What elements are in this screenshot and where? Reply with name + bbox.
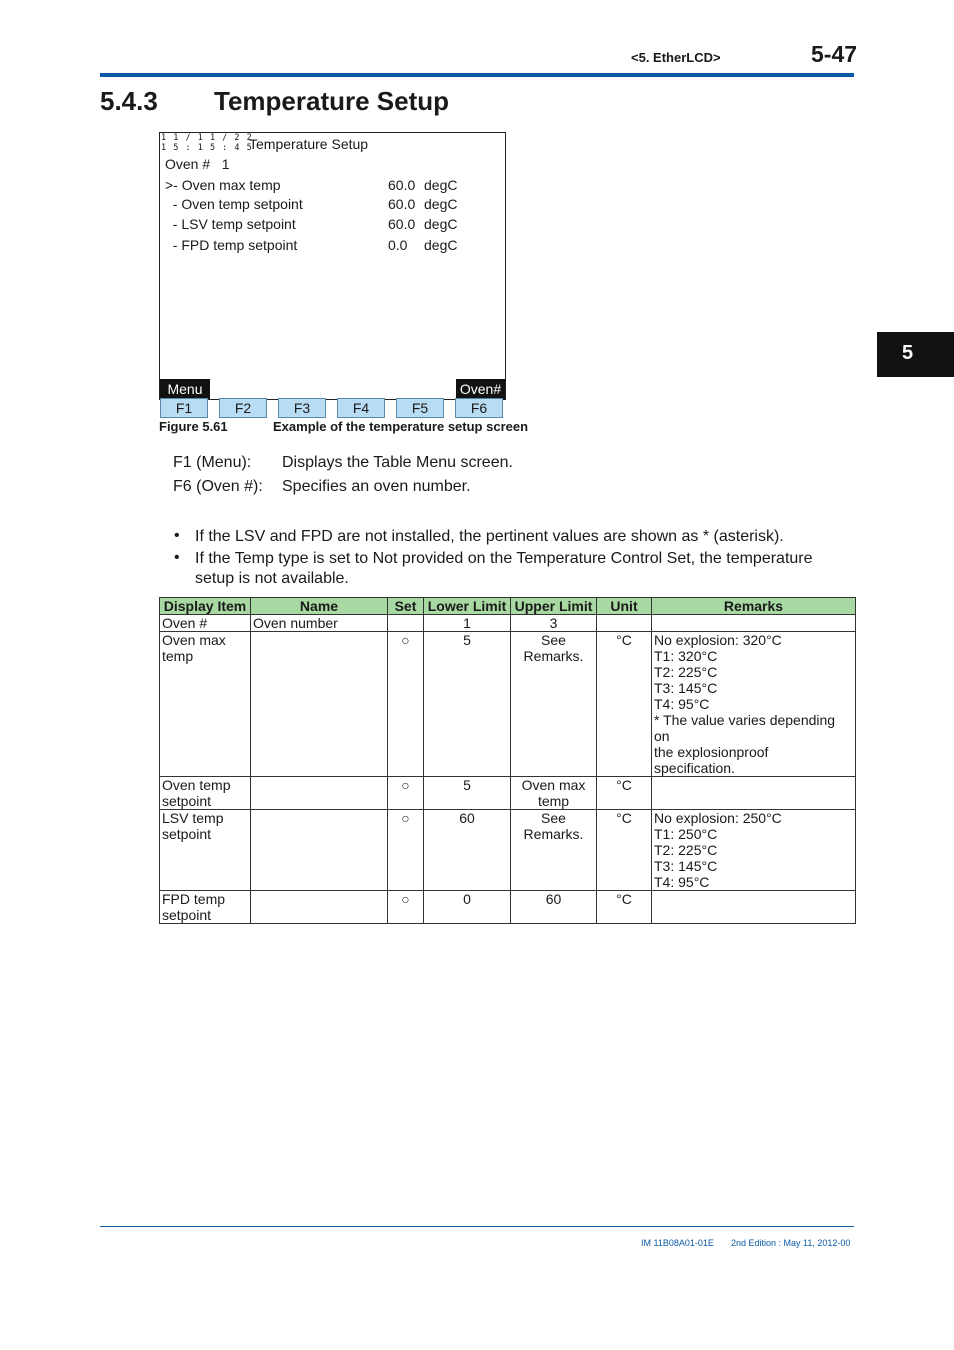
cell-line: * The value varies depending on (654, 712, 836, 744)
col-header-name: Name (251, 598, 388, 615)
cell-name (251, 777, 388, 810)
table-row (160, 891, 856, 924)
lcd-row-label: >- Oven max temp (165, 177, 281, 193)
cell-set: ○ (388, 891, 424, 924)
cell-line: setpoint (162, 793, 212, 809)
col-header-display-item: Display Item (160, 598, 251, 615)
cell-item (160, 810, 251, 891)
f4-key[interactable]: F4 (337, 398, 385, 418)
header-rule (100, 73, 854, 77)
section-number: 5.4.3 (100, 86, 158, 116)
lcd-row-unit: degC (424, 216, 458, 232)
cell-lower: 5 (424, 632, 511, 777)
table-row (160, 615, 856, 632)
cell-item (160, 891, 251, 924)
cell-line: No explosion: 320°C (654, 632, 782, 648)
table-row (160, 777, 856, 810)
cell-name: Oven number (251, 615, 388, 632)
cell-lower: 1 (424, 615, 511, 632)
desc-key-f1: F1 (Menu): (173, 454, 252, 471)
lcd-row-value: 60.0 (388, 196, 416, 212)
cell-line: the explosionproof specification. (654, 744, 769, 776)
table-header-row (160, 598, 856, 615)
cell-set: ○ (388, 777, 424, 810)
cell-unit: °C (597, 891, 652, 924)
cell-name (251, 891, 388, 924)
col-header-set: Set (388, 598, 424, 615)
lcd-oven-number: Oven # 1 (165, 156, 230, 172)
soft-key-oven[interactable]: Oven# (456, 379, 505, 399)
cell-line: T4: 95°C (654, 696, 710, 712)
lcd-date: 1 1 / 1 1 / 2 2 (161, 133, 253, 143)
f2-key[interactable]: F2 (219, 398, 267, 418)
cell-line: T3: 145°C (654, 858, 718, 874)
lcd-row-label: - LSV temp setpoint (165, 216, 296, 232)
cell-line: 3 (549, 615, 558, 631)
cell-item (160, 615, 251, 632)
cell-lower: 0 (424, 891, 511, 924)
cell-line: 60 (545, 891, 562, 907)
cell-line: See (541, 810, 566, 826)
f6-key[interactable]: F6 (455, 398, 503, 418)
cell-upper (511, 632, 597, 777)
cell-line: T1: 320°C (654, 648, 718, 664)
lcd-row-fpd-temp-setpoint[interactable] (165, 237, 458, 317)
cell-line: T4: 95°C (654, 874, 710, 890)
bullet-marker: • (174, 527, 180, 544)
cell-item (160, 632, 251, 777)
cell-set (388, 615, 424, 632)
cell-line: Oven # (162, 615, 208, 631)
header-section-label: <5. EtherLCD> (631, 50, 721, 65)
cell-line: Oven max (162, 632, 226, 648)
cell-remarks (652, 810, 856, 891)
cell-line: setpoint (162, 826, 212, 842)
cell-name (251, 810, 388, 891)
desc-key-f6: F6 (Oven #): (173, 478, 263, 495)
cell-set: ○ (388, 632, 424, 777)
col-header-upper-limit: Upper Limit (511, 598, 597, 615)
cell-line: LSV temp (162, 810, 224, 826)
lcd-row-value: 0.0 (388, 237, 408, 253)
cell-line: temp (162, 648, 194, 664)
bullet-text (195, 549, 813, 589)
lcd-row-unit: degC (424, 237, 458, 253)
f5-key[interactable]: F5 (396, 398, 444, 418)
function-key-bar (160, 398, 506, 418)
lcd-row-unit: degC (424, 196, 458, 212)
cell-line: T2: 225°C (654, 664, 718, 680)
chapter-tab-number: 5 (902, 342, 914, 364)
bullet-text (195, 527, 784, 547)
figure-caption: Example of the temperature setup screen (273, 419, 529, 434)
cell-upper (511, 615, 597, 632)
cell-line: Remarks. (523, 648, 584, 664)
cell-upper (511, 810, 597, 891)
cell-name (251, 632, 388, 777)
bullet-marker: • (174, 549, 180, 566)
cell-line: Oven max (521, 777, 586, 793)
footer-rule (100, 1226, 854, 1227)
cell-line: See (541, 632, 566, 648)
section-title: Temperature Setup (214, 86, 450, 116)
cell-upper (511, 777, 597, 810)
page-number: 5-47 (811, 41, 858, 67)
cell-remarks (652, 615, 856, 632)
cell-unit (597, 615, 652, 632)
cell-lower: 60 (424, 810, 511, 891)
soft-key-menu[interactable]: Menu (160, 379, 210, 399)
footer-doc-number: IM 11B08A01-01E (641, 1238, 714, 1248)
lcd-row-unit: degC (424, 177, 458, 193)
cell-remarks (652, 891, 856, 924)
col-header-remarks: Remarks (652, 598, 856, 615)
cell-set: ○ (388, 810, 424, 891)
lcd-row-value: 60.0 (388, 216, 416, 232)
figure-label: Figure 5.61 (159, 419, 228, 434)
col-header-unit: Unit (597, 598, 652, 615)
lcd-row-label: - Oven temp setpoint (165, 196, 303, 212)
lcd-screen (159, 132, 506, 400)
table-row (160, 632, 856, 777)
cell-line: T2: 225°C (654, 842, 718, 858)
cell-line: setpoint (162, 907, 212, 923)
cell-remarks (652, 632, 856, 777)
cell-line: FPD temp (162, 891, 226, 907)
cell-line: temp (537, 793, 570, 809)
cell-unit: °C (597, 777, 652, 810)
f1-key[interactable]: F1 (160, 398, 208, 418)
lcd-row-value: 60.0 (388, 177, 416, 193)
cell-upper (511, 891, 597, 924)
desc-text-f1: Displays the Table Menu screen. (282, 454, 513, 471)
f3-key[interactable]: F3 (278, 398, 326, 418)
lcd-datetime (161, 133, 253, 153)
col-header-lower-limit: Lower Limit (424, 598, 511, 615)
cell-line: T1: 250°C (654, 826, 718, 842)
desc-text-f6: Specifies an oven number. (282, 478, 471, 495)
cell-unit: °C (597, 810, 652, 891)
table-row (160, 810, 856, 891)
footer-edition: 2nd Edition : May 11, 2012-00 (731, 1238, 851, 1248)
cell-line: T3: 145°C (654, 680, 718, 696)
lcd-title: Temperature Setup (249, 136, 369, 152)
cell-remarks (652, 777, 856, 810)
cell-lower: 5 (424, 777, 511, 810)
temperature-setup-table (159, 597, 856, 924)
chapter-tab (877, 332, 954, 377)
cell-line: Oven temp (162, 777, 231, 793)
cell-line: No explosion: 250°C (654, 810, 782, 826)
lcd-time: 1 5 : 1 5 : 4 5 (161, 143, 253, 153)
cell-item (160, 777, 251, 810)
bullet-line: setup is not available. (195, 570, 349, 587)
cell-line: Remarks. (523, 826, 584, 842)
bullet-line: If the LSV and FPD are not installed, the pertinent values are shown as * (asterisk). (195, 528, 784, 545)
lcd-row-label: - FPD temp setpoint (165, 237, 298, 253)
bullet-line: If the Temp type is set to Not provided on the Temperature Control Set, the temperature (195, 550, 813, 567)
cell-unit: °C (597, 632, 652, 777)
